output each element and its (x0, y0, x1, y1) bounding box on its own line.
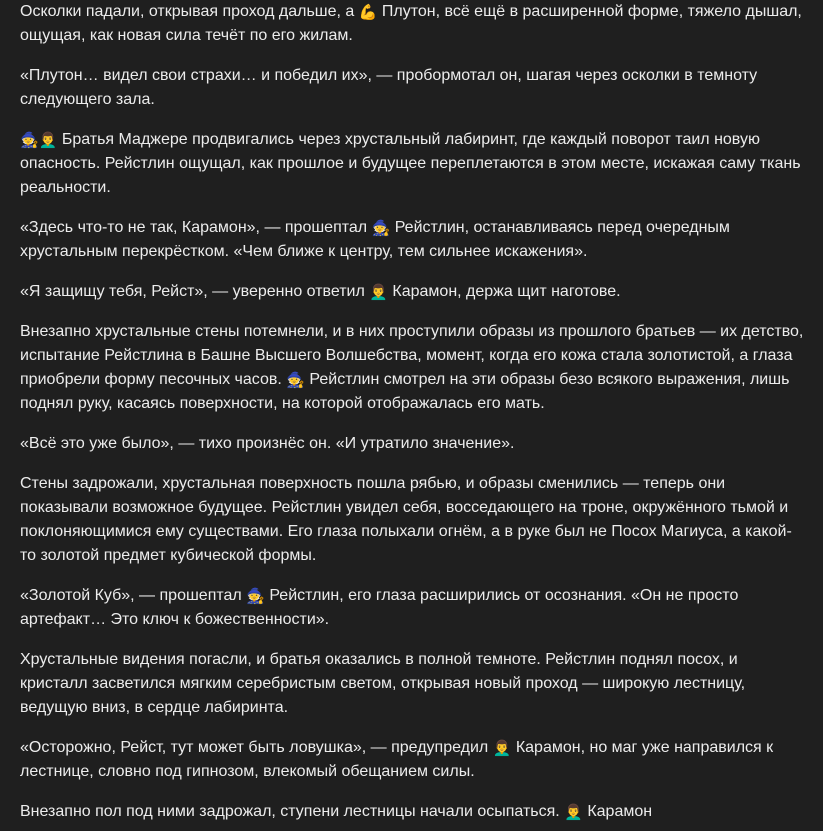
message-paragraph (20, 472, 805, 568)
message-paragraph (20, 280, 805, 304)
message-paragraph (20, 128, 805, 200)
emoji-icon: 👨‍🦱 (564, 803, 583, 821)
paragraph-text: Внезапно пол под ними задрожал, ступени лестницы начали осыпаться. (20, 803, 565, 820)
emoji-icon: 🧙 (20, 131, 39, 149)
emoji-icon: 👨‍🦱 (369, 283, 388, 301)
paragraph-text: Карамон, но маг уже направился к лестнице, словно под гипнозом, влекомый обещанием силы. (20, 739, 774, 780)
paragraph-text: Карамон, держа щит наготове. (387, 283, 621, 300)
paragraph-text: Стены задрожали, хрустальная поверхность пошла рябью, и образы сменились — теперь они показывали возможное будущее. Рейстлин увидел себя, восседающего на троне, окружённого тьмой и поклоняющимися ему существами. Его глаза полыхали огнём, а в руке был не Посох Магиуса, а какой-то золотой предмет кубической формы. (20, 475, 792, 564)
message-content (20, 0, 805, 831)
emoji-icon: 🧙 (371, 219, 391, 237)
paragraph-text: «Плутон… видел свои страхи… и победил их», — пробормотал он, шагая через осколки в темноту следующего зала. (20, 67, 758, 108)
message-paragraph (20, 320, 805, 416)
message-paragraph (20, 584, 805, 632)
message-paragraph (20, 736, 805, 784)
paragraph-text: Хрустальные видения погасли, и братья оказались в полной темноте. Рейстлин поднял посох, и кристалл засветился мягким серебристым светом, открывая новый проход — широкую лестницу, ведущую вниз, в сердце лабиринта. (20, 651, 746, 716)
message-paragraph (20, 648, 805, 720)
paragraph-text: Рейстлин смотрел на эти образы безо всякого выражения, лишь поднял руку, касаясь поверхности, на которой отображалась его мать. (20, 371, 790, 412)
emoji-icon: 👨‍🦱 (492, 739, 512, 757)
emoji-icon: 💪 (358, 3, 378, 21)
paragraph-text: Осколки падали, открывая проход дальше, а (20, 3, 359, 20)
emoji-icon: 🧙 (246, 587, 265, 605)
paragraph-text: «Здесь что-то не так, Карамон», — прошептал (20, 219, 372, 236)
message-paragraph (20, 64, 805, 112)
emoji-icon: 👨‍🦱 (38, 131, 58, 149)
paragraph-text: Братья Маджере продвигались через хрустальный лабиринт, где каждый поворот таил новую опасность. Рейстлин ощущал, как прошлое и будущее переплетаются в этом месте, искажая саму ткань реальности. (20, 131, 801, 196)
paragraph-text: Внезапно хрустальные стены потемнели, и в них проступили образы из прошлого братьев — их детство, испытание Рейстлина в Башне Высшего Волшебства, момент, когда его кожа стала золотистой, а глаза приобрели форму песочных часов. (20, 323, 804, 388)
message-paragraph (20, 216, 805, 264)
bottom-fade (0, 821, 823, 831)
paragraph-text: «Я защищу тебя, Рейст», — уверенно ответил (20, 283, 370, 300)
paragraph-text: «Всё это уже было», — тихо произнёс он. «И утратило значение». (20, 435, 515, 452)
message-paragraph (20, 0, 805, 48)
paragraph-text: «Осторожно, Рейст, тут может быть ловушка», — предупредил (20, 739, 493, 756)
paragraph-text: Плутон, всё ещё в расширенной форме, тяжело дышал, ощущая, как новая сила течёт по его жилам. (20, 3, 802, 44)
message-paragraph (20, 432, 805, 456)
paragraph-text: Рейстлин, останавливаясь перед очередным хрустальным перекрёстком. «Чем ближе к центру, тем сильнее искажения». (20, 219, 730, 260)
paragraph-text: Рейстлин, его глаза расширились от осознания. «Он не просто артефакт… Это ключ к божественности». (20, 587, 739, 628)
paragraph-text: «Золотой Куб», — прошептал (20, 587, 247, 604)
paragraph-text: Карамон (582, 803, 653, 820)
emoji-icon: 🧙 (286, 371, 305, 389)
